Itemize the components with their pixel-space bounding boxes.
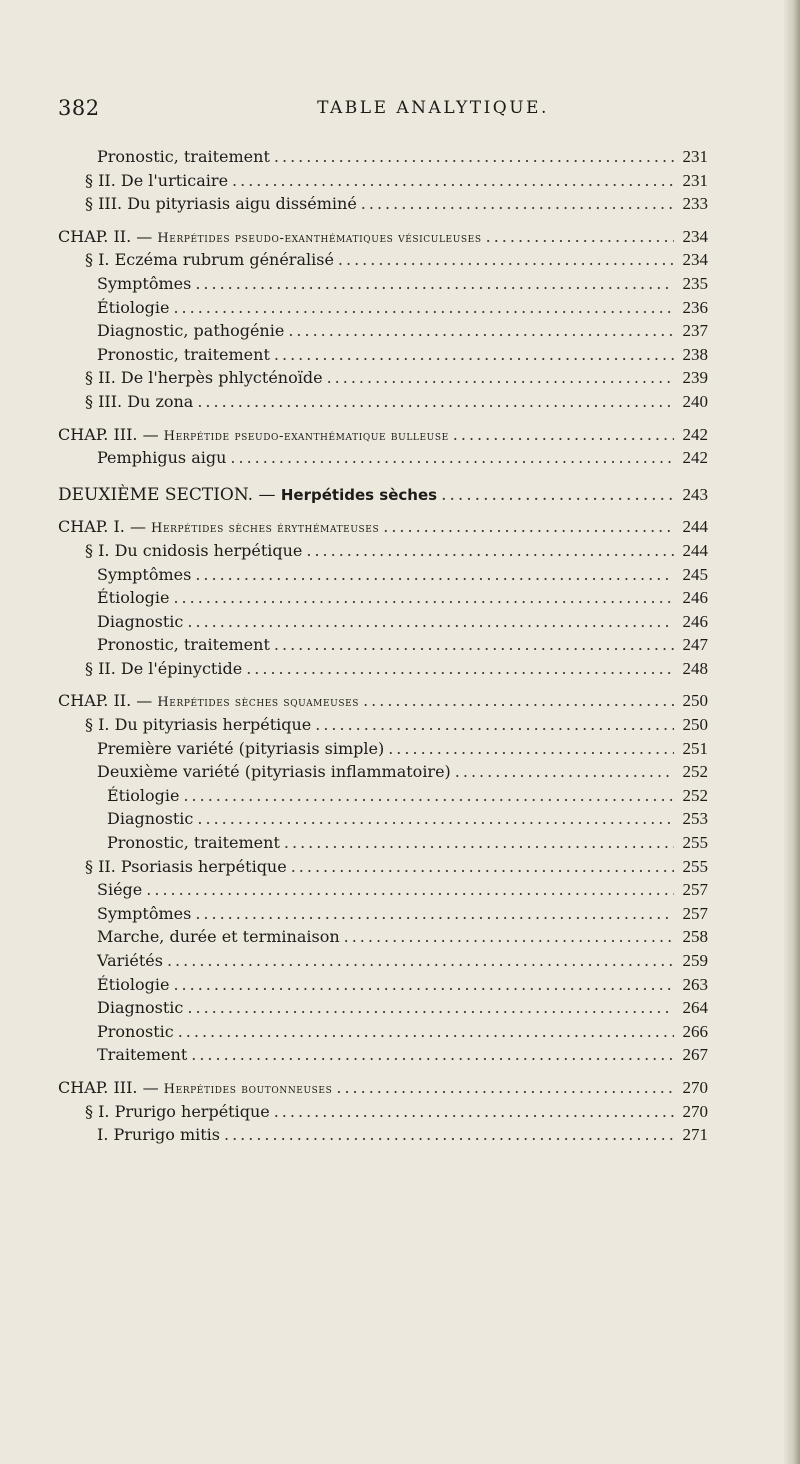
entry-page-number: 250	[682, 691, 708, 711]
dot-leader	[274, 1100, 674, 1124]
entry-title: § II. De l'épinyctide	[85, 658, 243, 678]
entry-page-number: 264	[682, 998, 708, 1018]
entry-lead: CHAP. II. —	[58, 691, 158, 711]
entry-page-number: 239	[682, 368, 708, 388]
entry-title: Siége	[97, 880, 143, 900]
dot-leader	[224, 1123, 674, 1147]
toc-entry	[58, 192, 708, 216]
dot-leader	[178, 1020, 674, 1044]
toc-entry	[58, 760, 708, 784]
dot-leader	[363, 689, 674, 713]
entry-title: § II. Psoriasis herpétique	[85, 856, 287, 876]
page-edge	[784, 0, 800, 1464]
entry-page-number: 231	[682, 170, 708, 190]
entry-title: Pronostic, traitement	[97, 147, 270, 166]
toc-entry	[58, 807, 708, 831]
entry-page-number: 233	[682, 194, 708, 214]
toc-entry	[58, 563, 708, 587]
entry-title: Traitement	[97, 1045, 188, 1065]
entry-title: Herpétides sèches érythémateuses	[151, 521, 380, 537]
entry-page-number: 234	[682, 250, 708, 270]
entry-lead: CHAP. I. —	[58, 517, 152, 537]
toc-entry	[58, 831, 708, 855]
dot-leader	[183, 784, 674, 808]
toc-entry	[58, 296, 708, 320]
table-of-contents	[58, 145, 708, 1147]
entry-page-number: 246	[682, 588, 708, 608]
entry-title: Diagnostic, pathogénie	[97, 321, 285, 341]
entry-title: Étiologie	[97, 297, 170, 317]
dot-leader	[274, 633, 674, 657]
entry-title: Herpétides boutonneuses	[163, 1081, 333, 1097]
entry-lead: DEUXIÈME SECTION. —	[58, 484, 281, 505]
toc-entry	[58, 586, 708, 610]
dot-leader	[195, 272, 674, 296]
entry-title: § II. De l'urticaire	[85, 170, 229, 190]
dot-leader	[173, 586, 674, 610]
chapter-entry	[58, 515, 708, 539]
entry-page-number: 244	[682, 517, 708, 537]
dot-leader	[291, 855, 674, 879]
dot-leader	[197, 807, 674, 831]
dot-leader	[195, 902, 674, 926]
entry-title: § I. Prurigo herpétique	[85, 1101, 270, 1121]
dot-leader	[274, 343, 674, 367]
toc-entry	[58, 610, 708, 634]
entry-title: § II. De l'herpès phlycténoïde	[85, 368, 323, 388]
dot-leader	[455, 760, 674, 784]
entry-title: § I. Du pityriasis herpétique	[85, 715, 312, 735]
toc-entry	[58, 248, 708, 272]
dot-leader	[232, 169, 674, 193]
dot-leader	[453, 423, 674, 447]
entry-page-number: 237	[682, 321, 708, 341]
toc-entry	[58, 855, 708, 879]
toc-entry	[58, 1020, 708, 1044]
entry-lead: CHAP. III. —	[58, 424, 164, 444]
entry-page-number: 246	[682, 611, 708, 631]
toc-entry	[58, 949, 708, 973]
toc-entry	[58, 925, 708, 949]
entry-page-number: 245	[682, 564, 708, 584]
dot-leader	[388, 737, 674, 761]
toc-entry	[58, 1123, 708, 1147]
toc-entry	[58, 633, 708, 657]
dot-leader	[284, 831, 674, 855]
dot-leader	[274, 145, 674, 169]
dot-leader	[246, 657, 674, 681]
entry-title: Symptômes	[97, 273, 192, 293]
toc-entry	[58, 390, 708, 414]
entry-title: Pronostic, traitement	[97, 635, 270, 655]
entry-title: Étiologie	[107, 785, 180, 805]
entry-page-number: 253	[682, 809, 708, 829]
toc-entry	[58, 657, 708, 681]
dot-leader	[383, 515, 674, 539]
running-header	[58, 96, 698, 128]
entry-page-number: 266	[682, 1021, 708, 1041]
entry-page-number: 255	[682, 856, 708, 876]
toc-entry	[58, 169, 708, 193]
entry-title: Marche, durée et terminaison	[97, 927, 340, 947]
toc-entry	[58, 902, 708, 926]
entry-page-number: 257	[682, 880, 708, 900]
entry-title: Diagnostic	[97, 611, 184, 631]
entry-title: Pronostic	[97, 1021, 174, 1041]
entry-page-number: 236	[682, 297, 708, 317]
entry-title: Variétés	[97, 951, 163, 970]
entry-page-number: 252	[682, 762, 708, 782]
toc-entry	[58, 366, 708, 390]
entry-title: Deuxième variété (pityriasis inflammatoire)	[97, 762, 451, 782]
dot-leader	[167, 949, 674, 973]
dot-leader	[306, 539, 674, 563]
chapter-entry	[58, 1076, 708, 1100]
running-title: TABLE ANALYTIQUE.	[317, 98, 549, 118]
entry-title: I. Prurigo mitis	[97, 1125, 220, 1145]
entry-title: Étiologie	[97, 974, 170, 994]
entry-title: Pemphigus aigu	[97, 448, 227, 468]
entry-page-number: 242	[682, 448, 708, 468]
entry-title: Herpétide pseudo-exanthématique bulleuse	[163, 428, 449, 444]
toc-entry	[58, 1100, 708, 1124]
entry-lead: CHAP. III. —	[58, 1077, 164, 1097]
toc-entry	[58, 784, 708, 808]
chapter-entry	[58, 689, 708, 713]
entry-page-number: 257	[682, 903, 708, 923]
entry-title: Diagnostic	[97, 998, 184, 1018]
dot-leader	[327, 366, 674, 390]
dot-leader	[288, 319, 674, 343]
toc-entry	[58, 539, 708, 563]
entry-page-number: 243	[682, 484, 708, 504]
entry-title: Pronostic, traitement	[107, 833, 280, 853]
entry-page-number: 238	[682, 344, 708, 364]
dot-leader	[173, 973, 674, 997]
entry-page-number: 235	[682, 273, 708, 293]
dot-leader	[230, 446, 674, 470]
toc-entry	[58, 737, 708, 761]
entry-page-number: 240	[682, 391, 708, 411]
entry-page-number: 259	[682, 951, 708, 970]
dot-leader	[344, 925, 674, 949]
dot-leader	[486, 225, 674, 249]
entry-title: Symptômes	[97, 903, 192, 923]
entry-title: Pronostic, traitement	[97, 344, 270, 364]
entry-page-number: 231	[682, 147, 708, 166]
toc-entry	[58, 973, 708, 997]
section-entry	[58, 483, 708, 507]
toc-entry	[58, 446, 708, 470]
entry-page-number: 248	[682, 658, 708, 678]
entry-title: § III. Du pityriasis aigu disséminé	[85, 194, 357, 214]
entry-page-number: 234	[682, 226, 708, 246]
entry-title: Herpétides pseudo-exanthématiques vésiculeuses	[157, 230, 482, 246]
entry-page-number: 252	[682, 785, 708, 805]
entry-lead: CHAP. II. —	[58, 226, 158, 246]
page-number: 382	[58, 96, 100, 120]
entry-page-number: 263	[682, 974, 708, 994]
dot-leader	[146, 878, 674, 902]
dot-leader	[187, 996, 674, 1020]
entry-page-number: 270	[682, 1077, 708, 1097]
dot-leader	[361, 192, 674, 216]
toc-entry	[58, 996, 708, 1020]
entry-title: Étiologie	[97, 588, 170, 608]
dot-leader	[441, 484, 674, 508]
entry-page-number: 271	[682, 1125, 708, 1145]
dot-leader	[191, 1043, 674, 1067]
entry-title: Herpétides sèches	[280, 485, 438, 504]
entry-title: Diagnostic	[107, 809, 194, 829]
toc-entry	[58, 272, 708, 296]
entry-page-number: 258	[682, 927, 708, 947]
entry-page-number: 267	[682, 1045, 708, 1065]
toc-entry	[58, 319, 708, 343]
entry-page-number: 247	[682, 635, 708, 655]
entry-title: § I. Eczéma rubrum généralisé	[85, 250, 334, 270]
dot-leader	[173, 296, 674, 320]
toc-entry	[58, 713, 708, 737]
entry-page-number: 242	[682, 424, 708, 444]
chapter-entry	[58, 423, 708, 447]
entry-page-number: 270	[682, 1101, 708, 1121]
toc-entry	[58, 1043, 708, 1067]
entry-title: Première variété (pityriasis simple)	[97, 738, 385, 758]
entry-title: Symptômes	[97, 564, 192, 584]
dot-leader	[195, 563, 674, 587]
dot-leader	[338, 248, 674, 272]
dot-leader	[336, 1076, 674, 1100]
dot-leader	[187, 610, 674, 634]
toc-entry	[58, 343, 708, 367]
entry-title: § I. Du cnidosis herpétique	[85, 540, 303, 560]
entry-page-number: 250	[682, 715, 708, 735]
entry-title: § III. Du zona	[85, 391, 194, 411]
entry-title: Herpétides sèches squameuses	[157, 695, 360, 711]
dot-leader	[315, 713, 674, 737]
dot-leader	[197, 390, 674, 414]
entry-page-number: 244	[682, 540, 708, 560]
entry-page-number: 255	[682, 833, 708, 853]
toc-entry	[58, 145, 708, 169]
entry-page-number: 251	[682, 738, 708, 758]
chapter-entry	[58, 225, 708, 249]
toc-entry	[58, 878, 708, 902]
